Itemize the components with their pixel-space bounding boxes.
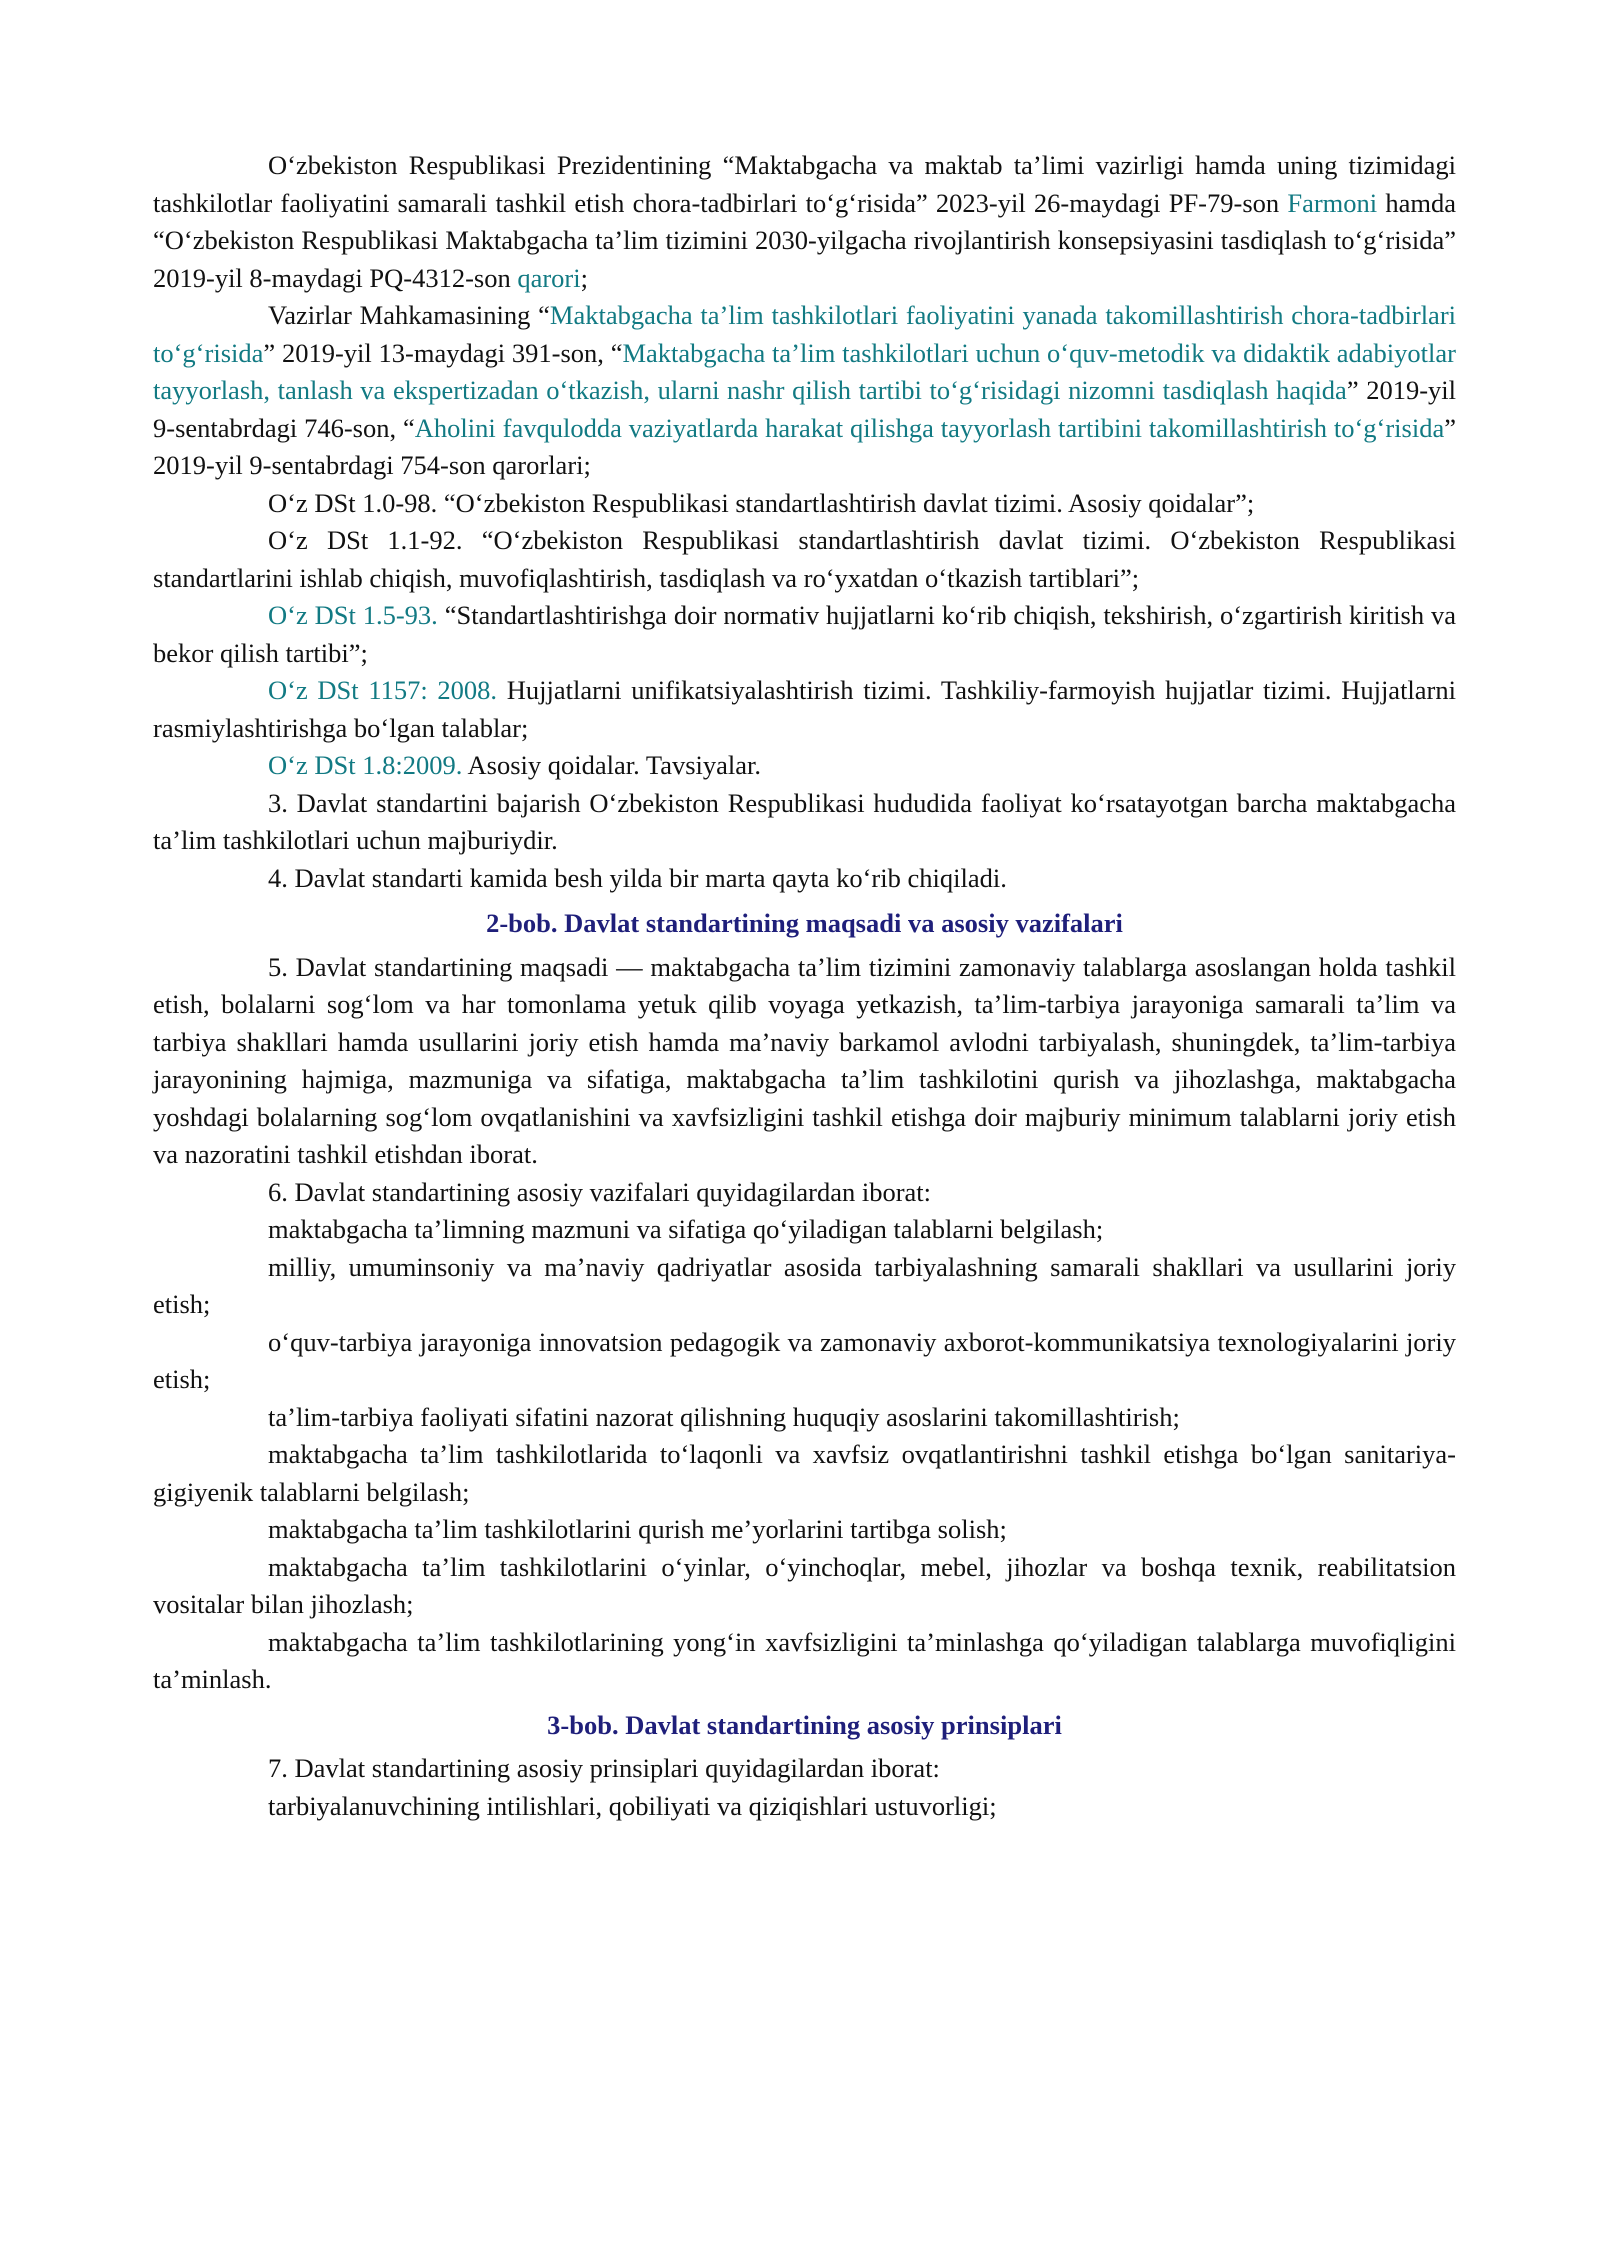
document-link[interactable]: O‘z DSt 1.5-93. <box>268 600 438 630</box>
text-segment: maktabgacha ta’lim tashkilotlarining yong‘in xavfsizligini ta’minlashga qo‘yiladigan talablarga muvofiqligini ta’minlash. <box>153 1626 1456 1694</box>
text-segment: Vazirlar Mahkamasining “ <box>268 300 550 330</box>
document-link[interactable]: O‘z DSt 1.8:2009. <box>268 750 463 780</box>
text-segment: 6. Davlat standartining asosiy vazifalari quyidagilardan iborat: <box>268 1176 932 1207</box>
paragraph <box>153 522 1456 597</box>
text-segment: maktabgacha ta’lim tashkilotlarida to‘laqonli va xavfsiz ovqatlantirishni tashkil etishga bo‘lgan sanitariya-gigiyenik talablarni belgilash; <box>153 1439 1456 1507</box>
text-segment: milliy, umuminsoniy va ma’naviy qadriyatlar asosida tarbiyalashning samarali shakllari va usullarini joriy etish; <box>153 1251 1456 1319</box>
paragraph <box>153 147 1456 297</box>
document-page <box>153 147 1456 1825</box>
text-segment: O‘z DSt 1.0-98. “O‘zbekiston Respublikasi standartlashtirish davlat tizimi. Asosiy qoidalar”; <box>268 487 1255 518</box>
text-segment: “Standartlashtirishga doir normativ hujjatlarni ko‘rib chiqish, tekshirish, o‘zgartirish kiritish va bekor qilish tartibi”; <box>153 600 1456 668</box>
text-segment: tarbiyalanuvchining intilishlari, qobiliyati va qiziqishlari ustuvorligi; <box>268 1790 997 1821</box>
document-link[interactable]: O‘z DSt 1157: 2008. <box>268 675 498 705</box>
paragraph <box>153 785 1456 860</box>
paragraph <box>153 860 1456 898</box>
paragraph <box>153 297 1456 485</box>
paragraph <box>153 1549 1456 1624</box>
document-link[interactable]: qarori <box>517 262 581 293</box>
paragraph <box>153 597 1456 672</box>
text-segment: maktabgacha ta’limning mazmuni va sifatiga qo‘yiladigan talablarni belgilash; <box>268 1214 1104 1244</box>
text-segment: 2-bob. Davlat standartining maqsadi va asosiy vazifalari <box>486 908 1123 938</box>
text-segment: 7. Davlat standartining asosiy prinsiplari quyidagilardan iborat: <box>268 1753 940 1783</box>
text-segment: ; <box>580 262 588 293</box>
text-segment: 3. Davlat standartini bajarish O‘zbekiston Respublikasi hududida faoliyat ko‘rsatayotgan barcha maktabgacha ta’lim tashkilotlari uchun majburiydir. <box>153 787 1456 855</box>
text-segment: O‘zbekiston Respublikasi Prezidentining “Maktabgacha va maktab ta’limi vazirligi hamda uning tizimidagi tashkilotlar faoliyatini samarali tashkil etish chora-tadbirlari to‘g‘risida” 2023-yil 26-maydagi PF-79-son <box>153 150 1456 218</box>
text-segment: o‘quv-tarbiya jarayoniga innovatsion pedagogik va zamonaviy axborot-kommunikatsiya texnologiyalarini joriy etish; <box>153 1326 1456 1394</box>
text-segment: Hujjatlarni unifikatsiyalashtirish tizimi. Tashkiliy-farmoyish hujjatlar tizimi. Hujjatlarni rasmiylashtirishga bo‘lgan talablar; <box>153 675 1456 743</box>
document-link[interactable]: Farmoni <box>1287 187 1378 218</box>
paragraph <box>153 1249 1456 1324</box>
text-segment: ta’lim-tarbiya faoliyati sifatini nazorat qilishning huquqiy asoslarini takomillashtirish; <box>268 1401 1180 1432</box>
paragraph <box>153 747 1456 785</box>
text-segment: ” 2019-yil 9-sentabrdagi 746-son, “ <box>153 375 1457 443</box>
paragraph <box>153 485 1456 523</box>
text-segment: ” 2019-yil 9-sentabrdagi 754-son qarorlari; <box>153 412 1457 480</box>
paragraph <box>153 672 1456 747</box>
section-heading <box>153 905 1456 943</box>
text-segment: 3-bob. Davlat standartining asosiy prinsiplari <box>547 1709 1062 1740</box>
document-link[interactable]: Aholini favqulodda vaziyatlarda harakat qilishga tayyorlash tartibini takomillashtirish to‘g‘risida <box>414 412 1445 443</box>
paragraph <box>153 1624 1456 1699</box>
paragraph <box>153 1436 1456 1511</box>
document-link[interactable]: Maktabgacha ta’lim tashkilotlari uchun o‘quv-metodik va didaktik adabiyotlar tayyorlash, tanlash va ekspertizadan o‘tkazish, ularni nashr qilish tartibi to‘g‘risidagi nizomni tasdiqlash haqida <box>153 337 1456 405</box>
section-heading <box>153 1707 1456 1745</box>
document-link[interactable]: Maktabgacha ta’lim tashkilotlari faoliyatini yanada takomillashtirish chora-tadbirlari to‘g‘risida <box>153 300 1457 368</box>
paragraph <box>153 1211 1456 1249</box>
paragraph <box>153 1750 1456 1788</box>
text-segment: 4. Davlat standarti kamida besh yilda bir marta qayta ko‘rib chiqiladi. <box>268 862 1007 893</box>
text-segment: ” 2019-yil 13-maydagi 391-son, “ <box>263 337 623 368</box>
text-segment: Asosiy qoidalar. Tavsiyalar. <box>462 750 762 780</box>
paragraph <box>153 1174 1456 1212</box>
text-segment: O‘z DSt 1.1-92. “O‘zbekiston Respublikasi standartlashtirish davlat tizimi. O‘zbekiston Respublikasi standartlarini ishlab chiqish, muvofiqlashtirish, tasdiqlash va ro‘yxatdan o‘tkazish tartiblari”; <box>153 525 1456 593</box>
text-segment: maktabgacha ta’lim tashkilotlarini qurish me’yorlarini tartibga solish; <box>268 1514 1007 1544</box>
paragraph <box>153 1788 1456 1826</box>
text-segment: 5. Davlat standartining maqsadi — maktabgacha ta’lim tizimini zamonaviy talablarga asoslangan holda tashkil etish, bolalarni sog‘lom va har tomonlama yetuk qilib voyaga yetkazish, ta’lim-tarbiya jarayoniga samarali ta’lim va tarbiya shakllari hamda usullarini joriy etish hamda ma’naviy barkamol avlodni tarbiyalash, shuningdek, ta’lim-tarbiya jarayonining hajmiga, mazmuniga va sifatiga, maktabgacha ta’lim tashkilotini qurish va jihozlashga, maktabgacha yoshdagi bolalarning sog‘lom ovqatlanishini va xavfsizligini tashkil etishga doir majburiy minimum talablarni joriy etish va nazoratini tashkil etishdan iborat. <box>153 951 1456 1169</box>
paragraph <box>153 1324 1456 1399</box>
paragraph <box>153 1399 1456 1437</box>
paragraph <box>153 949 1456 1174</box>
text-segment: maktabgacha ta’lim tashkilotlarini o‘yinlar, o‘yinchoqlar, mebel, jihozlar va boshqa texnik, reabilitatsion vositalar bilan jihozlash; <box>153 1551 1456 1619</box>
paragraph <box>153 1511 1456 1549</box>
text-segment: hamda “O‘zbekiston Respublikasi Maktabgacha ta’lim tizimini 2030-yilgacha rivojlantirish konsepsiyasini tasdiqlash to‘g‘risida” 2019-yil 8-maydagi PQ-4312-son <box>153 187 1456 293</box>
